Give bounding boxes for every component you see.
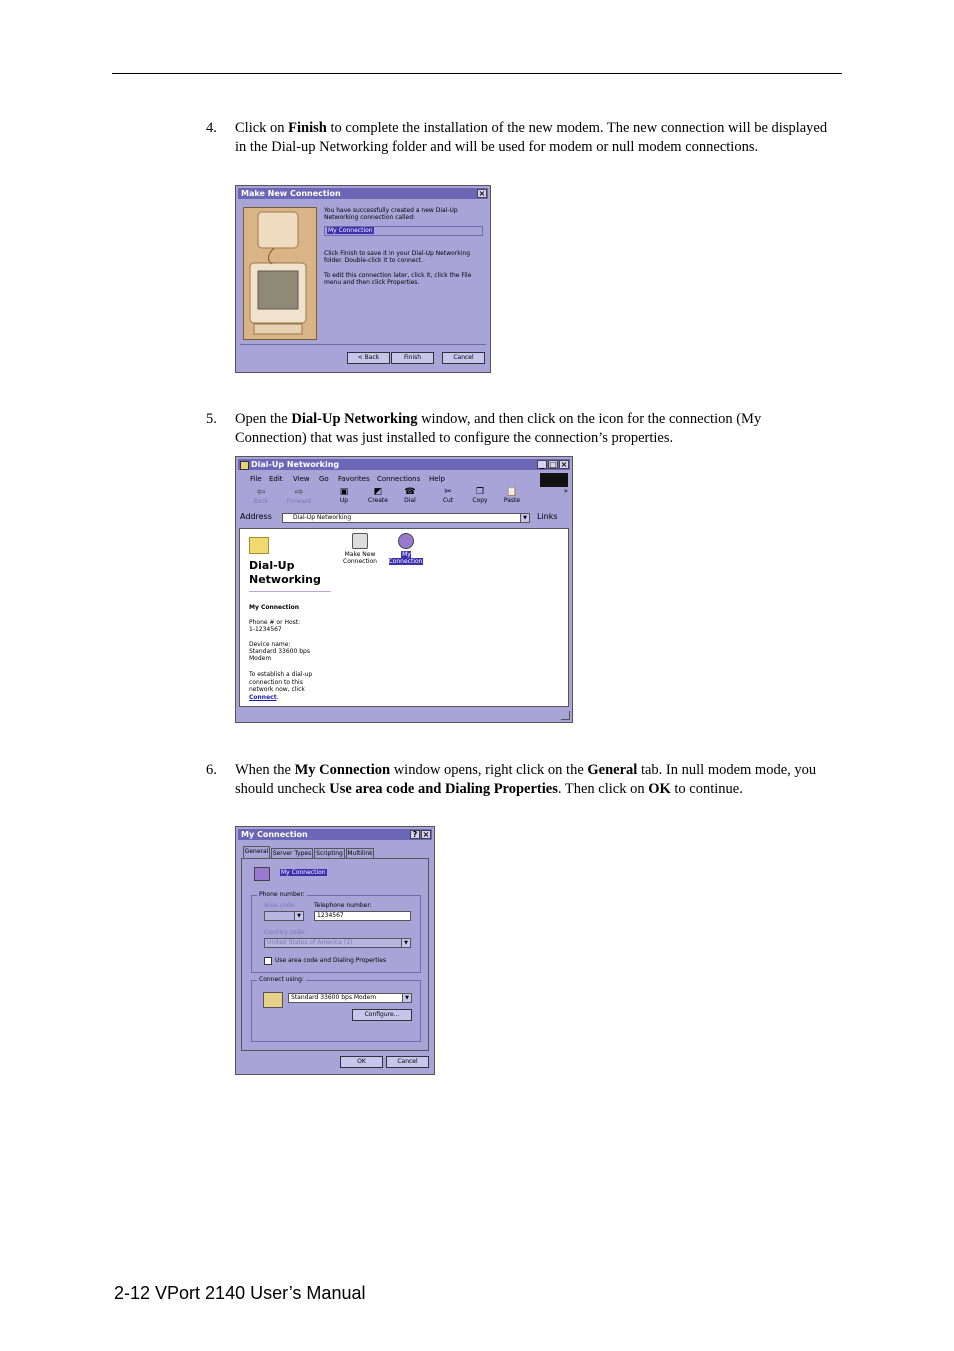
toolbar-more[interactable]: » xyxy=(563,487,568,495)
chevron-down-icon[interactable]: ▼ xyxy=(401,939,410,947)
device-value: Standard 33600 bps Modem xyxy=(249,648,310,662)
menu-view[interactable]: View xyxy=(293,475,310,483)
step-text xyxy=(235,119,835,156)
close-button[interactable]: × xyxy=(478,189,486,198)
toolbar-dial[interactable]: ☎ Dial xyxy=(400,487,420,504)
country-code-select[interactable]: United States of America (1) ▼ xyxy=(264,938,411,948)
bold-term: General xyxy=(587,762,638,778)
modem-icon xyxy=(263,992,283,1008)
finish-instructions: Click Finish to save it in your Dial-Up Networking folder. Double-click it to connect. xyxy=(324,250,471,264)
folder-icon xyxy=(249,537,269,554)
copy-icon: ❐ xyxy=(475,487,485,497)
menu-edit[interactable]: Edit xyxy=(269,475,283,483)
menu-go[interactable]: Go xyxy=(319,475,329,483)
step-number: 5. xyxy=(206,411,217,427)
tab-bar xyxy=(243,846,429,858)
links-label[interactable]: Links xyxy=(537,512,558,521)
telephone-label: Telephone number: xyxy=(314,902,372,909)
create-icon: ◩ xyxy=(373,487,383,497)
cut-icon: ✂ xyxy=(444,487,452,497)
ok-button[interactable]: OK xyxy=(340,1056,383,1068)
area-code-select[interactable] xyxy=(264,911,304,921)
bold-term: Use area code and Dialing Properties xyxy=(329,780,558,797)
country-code-label: Country code: xyxy=(264,929,307,936)
back-arrow-icon: ⇦ xyxy=(256,487,266,498)
bold-term: Finish xyxy=(288,120,327,136)
edit-instructions: To edit this connection later, click it, click the File menu and then click Properties. xyxy=(324,272,472,286)
dialup-networking-window xyxy=(235,456,573,723)
dialup-folder-icon xyxy=(240,461,249,470)
dial-icon: ☎ xyxy=(404,487,416,497)
windows-logo-icon xyxy=(540,473,568,487)
address-field[interactable] xyxy=(282,513,530,523)
telephone-field[interactable]: 1234567 xyxy=(314,911,411,921)
text-run: When the xyxy=(235,762,295,778)
tab-scripting[interactable]: Scripting xyxy=(314,848,345,858)
finish-button[interactable]: Finish xyxy=(391,352,434,364)
bold-term: My Connection xyxy=(294,762,391,778)
minimize-button[interactable]: _ xyxy=(537,460,547,469)
modem-computer-icon xyxy=(244,208,316,339)
panel-connection: My Connection xyxy=(249,604,299,611)
step-number: 4. xyxy=(206,120,217,136)
toolbar-create[interactable]: ◩ Create xyxy=(366,487,390,504)
make-new-connection-window xyxy=(235,185,491,373)
menu-connections[interactable]: Connections xyxy=(377,475,421,483)
up-folder-icon: ▣ xyxy=(339,487,349,497)
text-run: window opens, right click on the xyxy=(390,762,588,778)
tab-server-types[interactable]: Server Types xyxy=(272,850,312,857)
tab-general[interactable]: General xyxy=(243,846,270,858)
success-text: You have successfully created a new Dial-Up Networking connection called: xyxy=(324,207,458,221)
help-button[interactable]: ? xyxy=(410,830,420,839)
connection-name-field[interactable] xyxy=(324,226,483,236)
computer-illustration xyxy=(243,207,317,340)
toolbar-cut[interactable]: ✂ Cut xyxy=(438,487,458,504)
address-value: Dial-Up Networking xyxy=(293,514,352,521)
toolbar xyxy=(240,487,540,509)
connection-name: My Connection xyxy=(281,869,326,876)
bold-term: OK xyxy=(648,780,671,797)
bold-term: Dial-Up Networking xyxy=(291,411,418,427)
text-run: Open the xyxy=(235,411,292,427)
my-connection-item[interactable]: My Connection xyxy=(383,533,429,565)
tab-multilink[interactable]: Multilink xyxy=(347,850,373,857)
separator xyxy=(240,344,486,345)
close-button[interactable]: × xyxy=(422,830,430,839)
connect-link[interactable]: Connect xyxy=(249,694,277,701)
toolbar-copy[interactable]: ❐ Copy xyxy=(470,487,490,504)
step-number: 6. xyxy=(206,762,217,778)
header-rule xyxy=(112,73,842,74)
cancel-button[interactable]: Cancel xyxy=(386,1056,429,1068)
back-button[interactable]: < Back xyxy=(347,352,390,364)
step-text xyxy=(235,761,835,798)
chevron-down-icon[interactable]: ▼ xyxy=(520,514,529,522)
phone-label: Phone # or Host: xyxy=(249,619,301,626)
use-area-code-checkbox[interactable] xyxy=(264,957,272,965)
make-new-connection-icon xyxy=(352,533,368,549)
connection-icon xyxy=(254,867,270,881)
make-new-connection-item[interactable]: Make New Connection xyxy=(340,533,380,565)
close-button[interactable]: × xyxy=(560,460,568,469)
toolbar-back[interactable]: ⇦ Back xyxy=(248,487,274,505)
tab-panel xyxy=(241,858,429,1051)
text-run: . Then click on xyxy=(557,780,649,797)
toolbar-forward[interactable]: ⇨ Forward xyxy=(284,487,314,505)
chevron-down-icon[interactable]: ▼ xyxy=(294,912,303,920)
window-titlebar xyxy=(238,459,570,470)
page-footer: 2-12 VPort 2140 User’s Manual xyxy=(114,1283,366,1303)
content-area xyxy=(239,528,569,707)
phone-number-group: Phone number: Area code: ▼ Telephone number: 1234567 Country code: United States of America (1) ▼ Use area code and Dialing Properties xyxy=(251,895,421,973)
modem-select[interactable]: Standard 33600 bps Modem ▼ xyxy=(288,993,412,1003)
menu-bar xyxy=(240,474,540,484)
address-label: Address xyxy=(240,512,272,521)
establish-text: To establish a dial-up connection to this network now, click xyxy=(249,671,313,693)
text-run: window, and then click on the icon for the connection (My Connection) that was just installed to configure the connection’s properties. xyxy=(235,411,762,446)
window-titlebar xyxy=(238,829,432,840)
my-connection-icon xyxy=(398,533,414,549)
window-title: My Connection xyxy=(241,830,308,839)
text-run: to complete the installation of the new modem. The new connection will be displayed in the Dial-up Networking folder and will be used for modem or null modem connections. xyxy=(235,120,828,155)
my-connection-dialog xyxy=(235,826,435,1075)
device-label: Device name: xyxy=(249,641,291,648)
menu-favorites[interactable]: Favorites xyxy=(338,475,370,483)
window-titlebar xyxy=(238,188,488,199)
chevron-down-icon[interactable]: ▼ xyxy=(402,994,411,1002)
window-title: Make New Connection xyxy=(241,189,341,198)
connection-name: My Connection xyxy=(328,227,373,234)
forward-arrow-icon: ⇨ xyxy=(294,487,304,498)
maximize-button[interactable]: □ xyxy=(549,460,557,469)
toolbar-paste[interactable]: 📋 Paste xyxy=(503,487,521,504)
connect-row: Connect. xyxy=(249,694,279,701)
connect-using-group: Connect using: Standard 33600 bps Modem ▼ Configure... xyxy=(251,980,421,1042)
panel-title: Dial-Up Networking xyxy=(249,559,321,586)
panel-divider xyxy=(249,591,331,592)
area-code-label: Area code: xyxy=(264,902,297,909)
toolbar-up[interactable]: ▣ Up xyxy=(334,487,354,504)
text-run: tab. In null modem mode, you should uncheck xyxy=(235,762,817,797)
window-title: Dial-Up Networking xyxy=(251,460,340,469)
menu-file[interactable]: File xyxy=(250,475,262,483)
cancel-button[interactable]: Cancel xyxy=(442,352,485,364)
phone-value: 1-1234567 xyxy=(249,626,282,633)
use-area-code-label: Use area code and Dialing Properties xyxy=(275,957,387,964)
text-run: to continue. xyxy=(670,780,743,797)
configure-button[interactable]: Configure... xyxy=(352,1009,412,1021)
text-run: Click on xyxy=(235,120,289,136)
paste-icon: 📋 xyxy=(506,487,518,497)
menu-help[interactable]: Help xyxy=(429,475,445,483)
resize-grip[interactable] xyxy=(561,711,570,720)
step-text xyxy=(235,410,835,447)
